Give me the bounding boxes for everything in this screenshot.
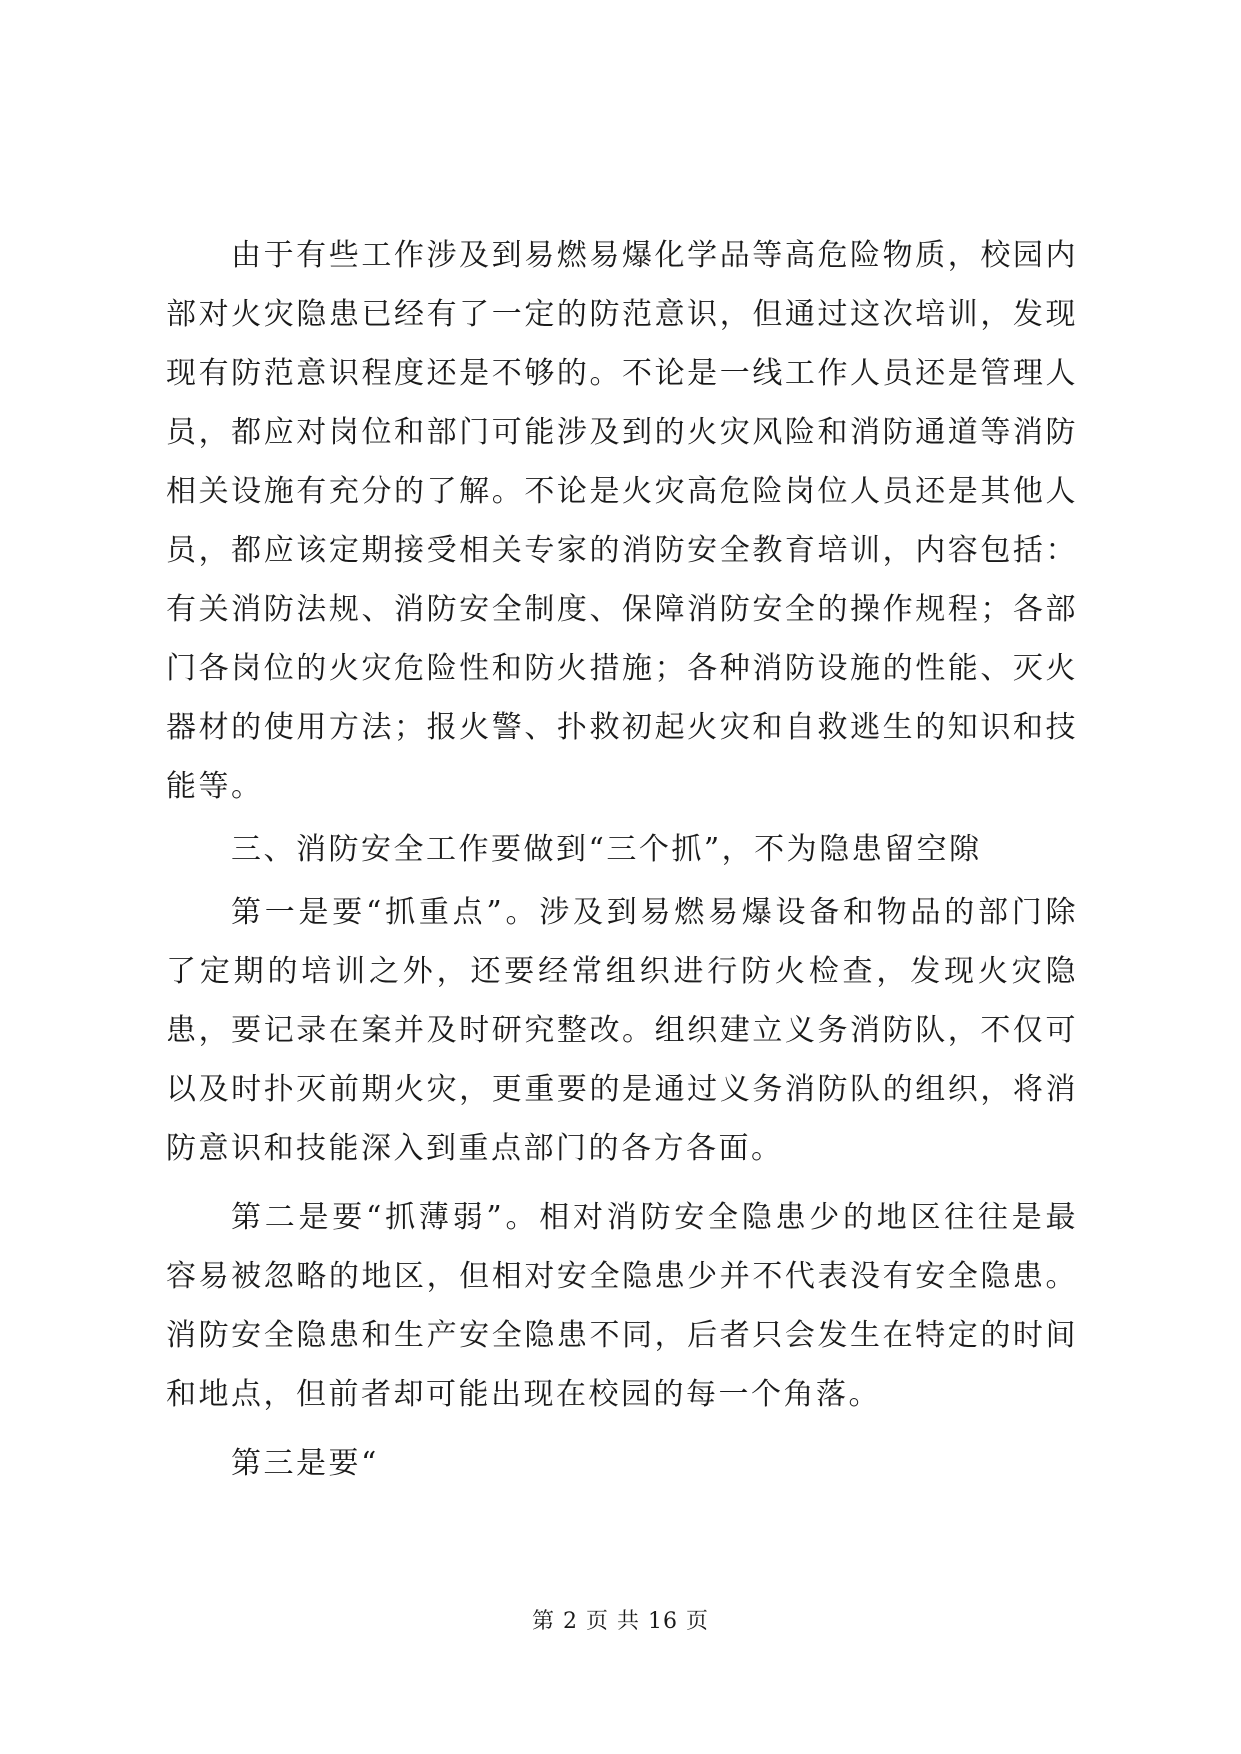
page-number-footer: 第 2 页 共 16 页 <box>532 1609 709 1634</box>
paragraph-focus-key-points: 第一是要“抓重点”。涉及到易燃易爆设备和物品的部门除了定期的培训之外，还要经常组织进行防火检查，发现火灾隐患，要记录在案并及时研究整改。组织建立义务消防队，不仅可以及时扑灭前期火灾，更重要的是通过义务消防队的组织，将消防意识和技能深入到重点部门的各方各面。 <box>166 895 1078 1166</box>
paragraph-third-point: 第三是要“ <box>231 1446 379 1481</box>
document-body <box>166 226 1078 1493</box>
paragraph-fire-awareness: 由于有些工作涉及到易燃易爆化学品等高危险物质，校园内部对火灾隐患已经有了一定的防范意识，但通过这次培训，发现现有防范意识程度还是不够的。不论是一线工作人员还是管理人员，都应对岗位和部门可能涉及到的火灾风险和消防通道等消防相关设施有充分的了解。不论是火灾高危险岗位人员还是其他人员，都应该定期接受相关专家的消防安全教育培训，内容包括：有关消防法规、消防安全制度、保障消防安全的操作规程；各部门各岗位的火灾危险性和防火措施；各种消防设施的性能、灭火器材的使用方法；报火警、扑救初起火灾和自救逃生的知识和技能等。 <box>166 238 1078 804</box>
paragraph-focus-weak-points: 第二是要“抓薄弱”。相对消防安全隐患少的地区往往是最容易被忽略的地区，但相对安全隐患少并不代表没有安全隐患。消防安全隐患和生产安全隐患不同，后者只会发生在特定的时间和地点，但前者却可能出现在校园的每一个角落。 <box>166 1200 1078 1412</box>
section-heading-three: 三、消防安全工作要做到“三个抓”，不为隐患留空隙 <box>231 832 982 867</box>
